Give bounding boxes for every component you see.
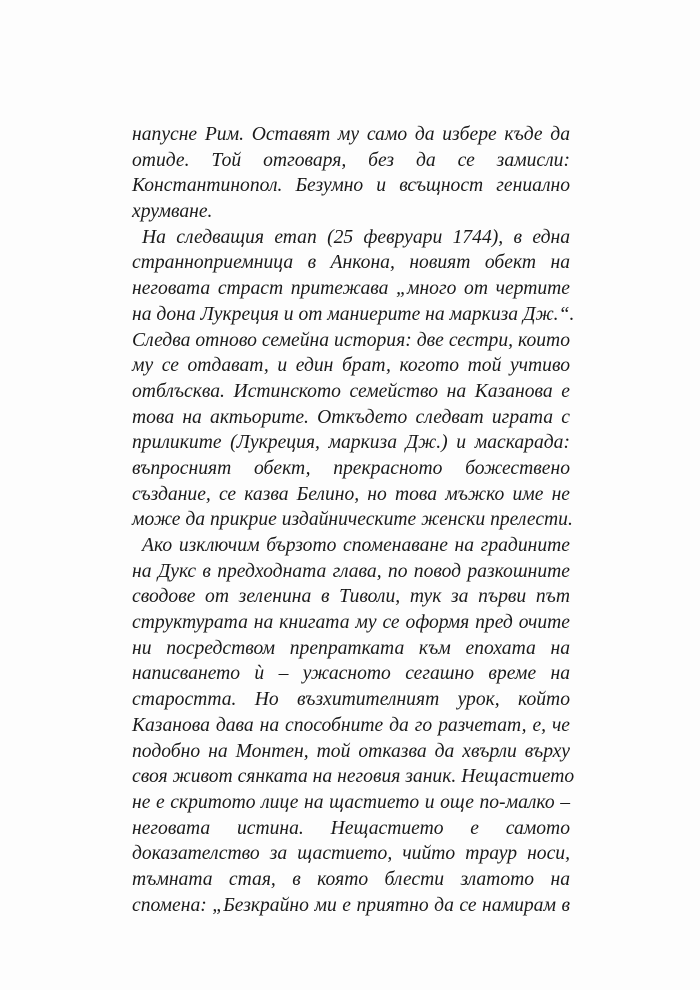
- text-line: създание, се казва Белино, но това мъжко име не: [132, 483, 570, 505]
- text-line: Константинопол. Безумно и всъщност гениално: [132, 175, 570, 197]
- text-line: Следва отново семейна история: две сестри, които: [132, 329, 570, 351]
- text-line: му се отдават, и един брат, когото той учтиво: [132, 355, 570, 377]
- text-line: напусне Рим. Оставят му само да избере къде да: [132, 124, 570, 145]
- text-line: хрумване.: [132, 201, 213, 223]
- text-line: неговата страст притежава „много от чертите: [132, 278, 570, 300]
- text-line: може да прикрие издайническите женски прелести.: [132, 509, 573, 531]
- text-line: своя живот сянката на неговия заник. Нещастието: [132, 766, 575, 788]
- body-text: [132, 122, 575, 918]
- text-line: това на актьорите. Откъдето следват играта с: [132, 406, 570, 428]
- text-line: Ако изключим бързото споменаване на градините: [142, 535, 570, 556]
- text-line: отблъсква. Истинското семейство на Казанова е: [132, 380, 570, 402]
- text-line: Казанова дава на способните да го разчетат, е, че: [132, 714, 570, 736]
- text-line: ни посредством препратката към епохата на: [132, 637, 570, 659]
- text-line: не е скритото лице на щастието и още по-малко –: [132, 791, 570, 813]
- text-line: странноприемница в Анкона, новият обект на: [132, 252, 570, 274]
- text-line: структурата на книгата му се оформя пред очите: [132, 612, 570, 634]
- text-line: написването ѝ – ужасното сегашно време на: [132, 663, 570, 685]
- text-line: на дона Лукреция и от маниерите на маркиза Дж.“.: [132, 303, 575, 325]
- text-line: сводове от зеленина в Тиволи, тук за първи път: [132, 586, 570, 608]
- text-line: подобно на Монтен, той отказва да хвърли върху: [132, 740, 570, 762]
- text-line: приликите (Лукреция, маркиза Дж.) и маскарада:: [132, 432, 570, 454]
- text-line: тъмната стая, в която блести златото на: [132, 868, 570, 890]
- text-line: спомена: „Безкрайно ми е приятно да се намирам в: [132, 894, 570, 916]
- text-line: неговата истина. Нещастието е самото: [132, 817, 570, 839]
- text-line: доказателство за щастието, чийто траур носи,: [132, 843, 570, 865]
- text-line: на Дукс в предходната глава, по повод разкошните: [132, 560, 570, 582]
- text-line: старостта. Но възхитителният урок, който: [132, 689, 570, 711]
- text-line: отиде. Той отговаря, без да се замисли:: [132, 149, 570, 171]
- text-line: въпросният обект, прекрасното божествено: [132, 457, 570, 479]
- text-line: На следващия етап (25 февруари 1744), в една: [142, 226, 570, 248]
